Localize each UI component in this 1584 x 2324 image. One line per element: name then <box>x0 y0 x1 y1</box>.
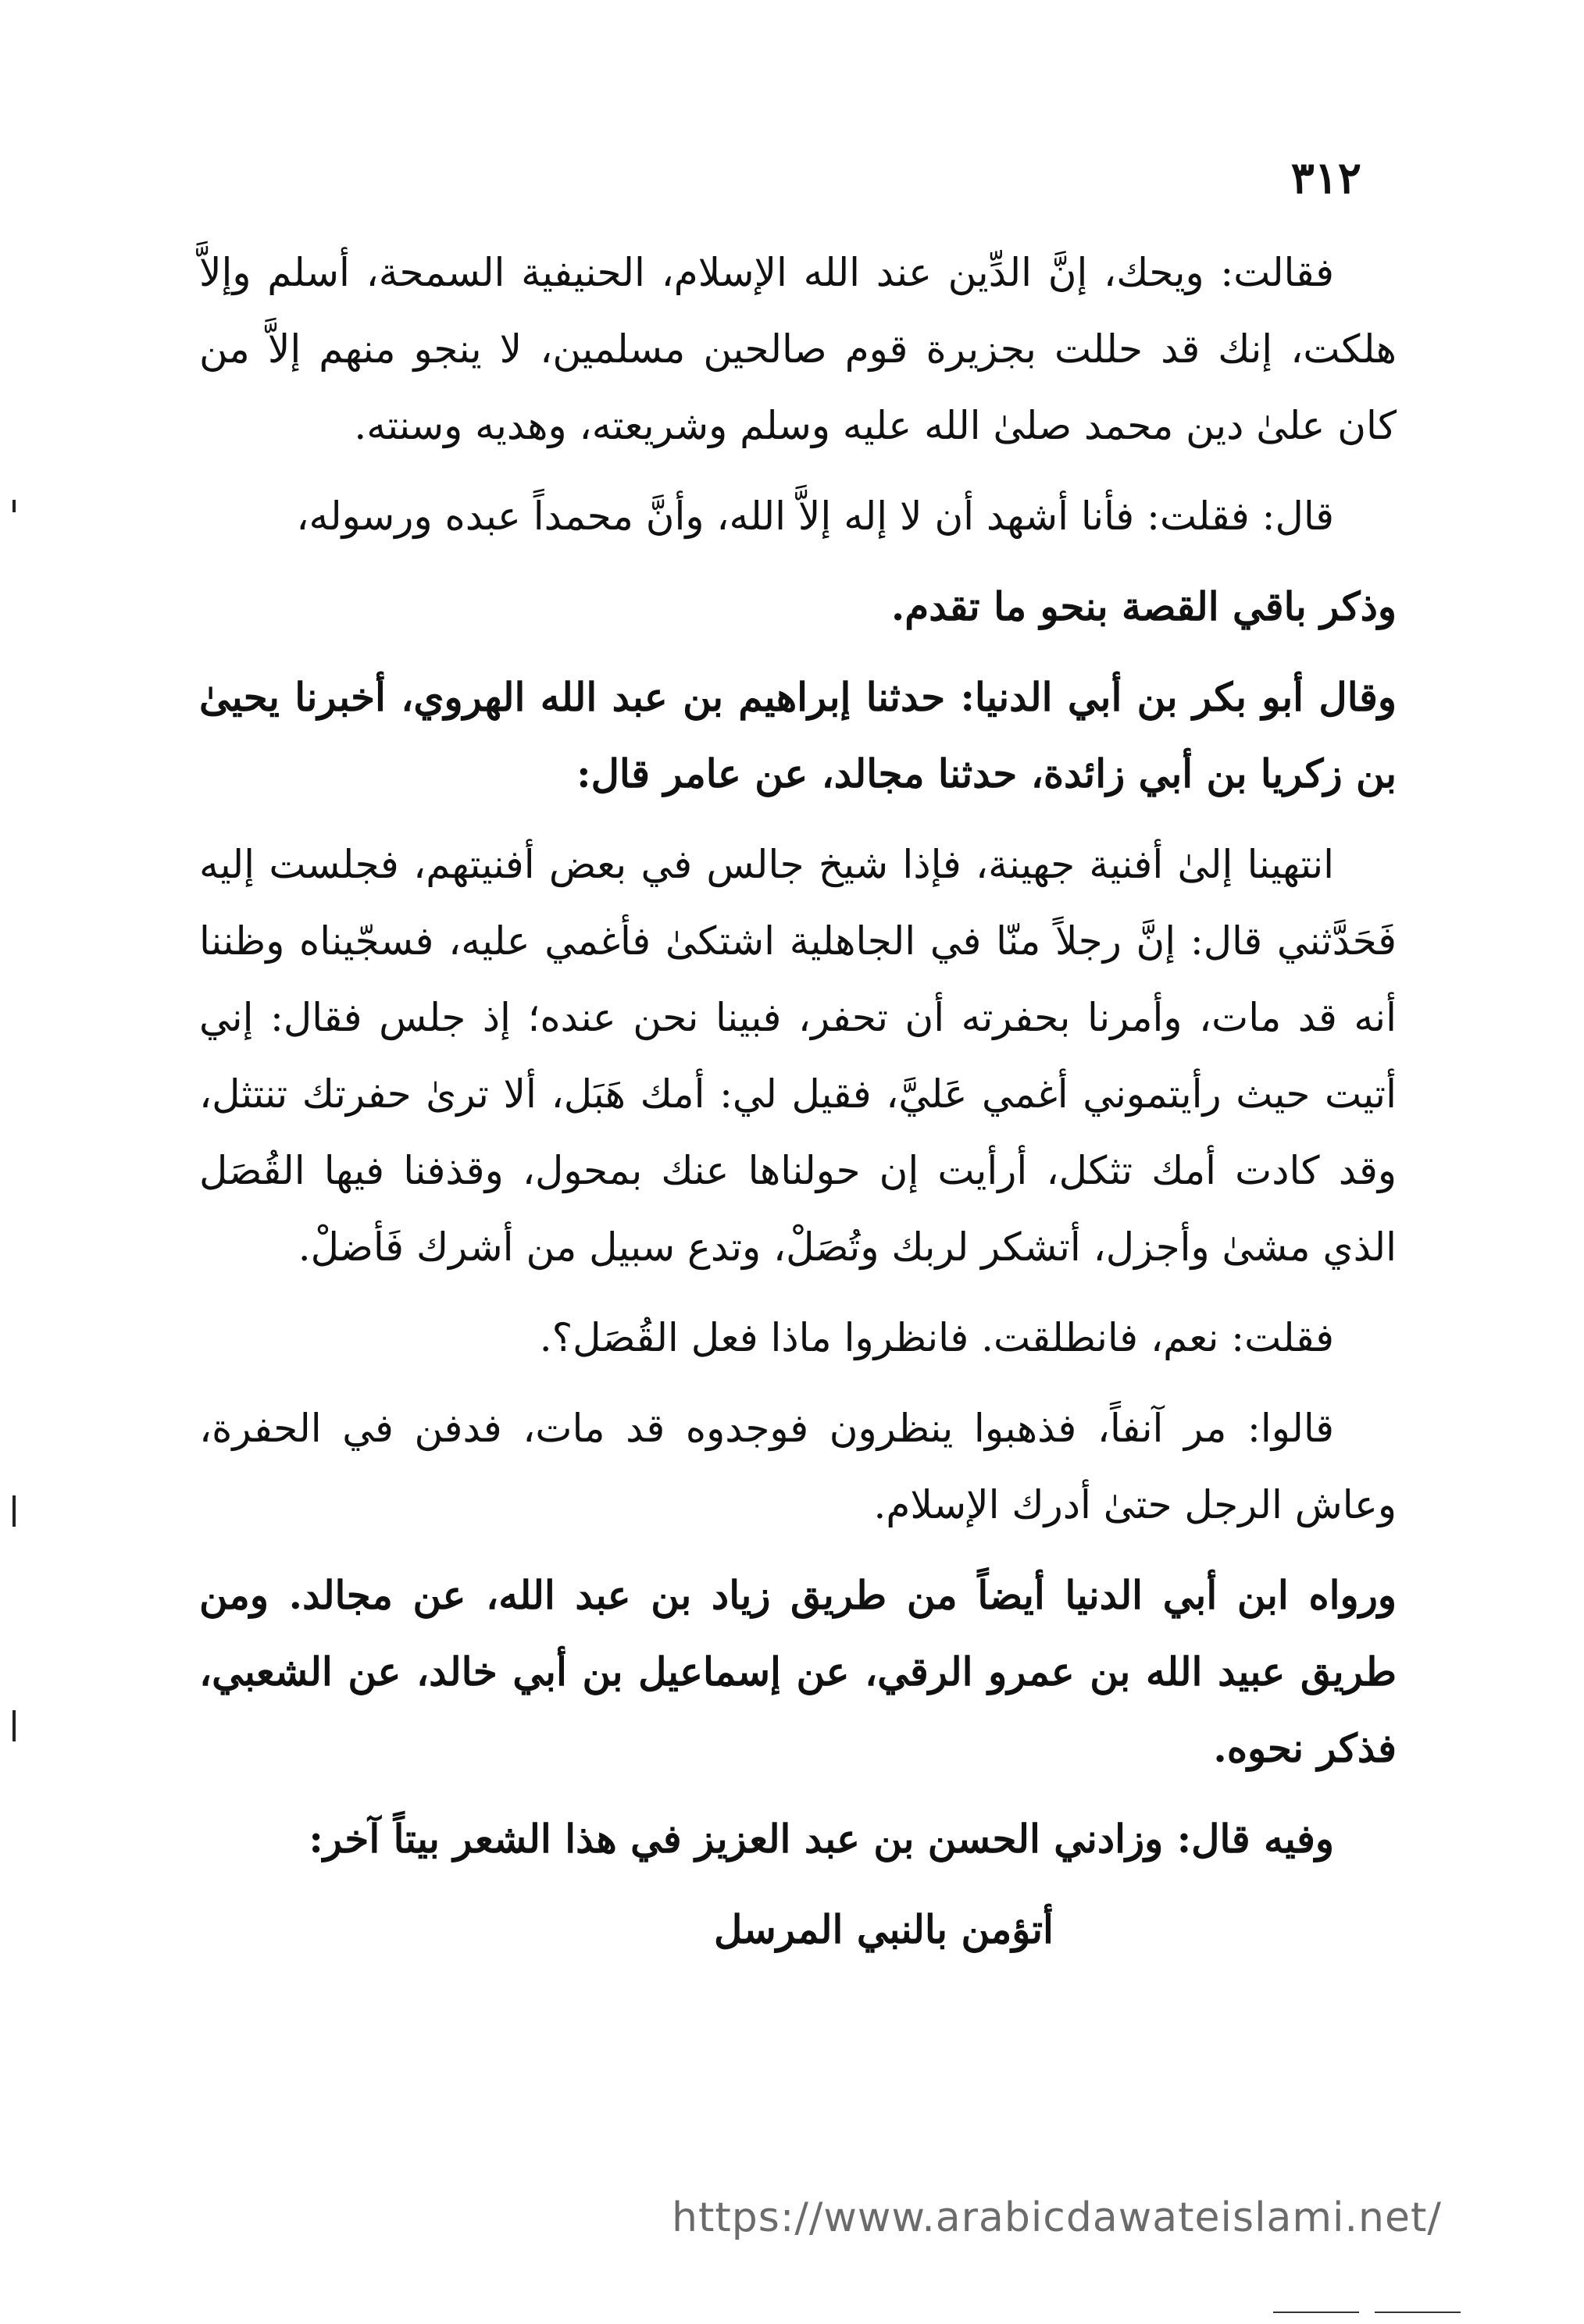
page-number: ٣١٢ <box>1290 152 1361 204</box>
margin-mark-3 <box>12 1710 16 1741</box>
paragraph-8: ورواه ابن أبي الدنيا أيضاً من طريق زياد بن عبد الله، عن مجالد. ومن طريق عبيد الله بن عمرو الرقي، عن إسماعيل بن أبي خالد، عن الشعبي، فذكر نحوه. <box>199 1572 1397 1771</box>
page-body-text <box>199 234 1397 1968</box>
bottom-rule-left <box>1273 2312 1359 2313</box>
paragraph-6: فقلت: نعم، فانطلقت. فانظروا ماذا فعل القُصَل؟. <box>539 1315 1334 1360</box>
paragraph-1: فقالت: ويحك، إنَّ الدِّين عند الله الإسلام، الحنيفية السمحة، أسلم وإلاَّ هلكت، إنك قد حللت بجزيرة قوم صالحين مسلمين، لا ينجو منهم إلاَّ من كان علىٰ دين محمد صلىٰ الله عليه وسلم وشريعته، وهديه وسنته. <box>199 250 1397 448</box>
paragraph-4: وقال أبو بكر بن أبي الدنيا: حدثنا إبراهيم بن عبد الله الهروي، أخبرنا يحيىٰ بن زكريا بن أبي زائدة، حدثنا مجالد، عن عامر قال: <box>199 674 1397 797</box>
paragraph-5: انتهينا إلىٰ أفنية جهينة، فإذا شيخ جالس في بعض أفنيتهم، فجلست إليه فَحَدَّثني قال: إنَّ رجلاً منّا في الجاهلية اشتكىٰ فأغمي عليه، فسجّيناه وظننا أنه قد مات، وأمرنا بحفرته أن تحفر، فبينا نحن عنده؛ إذ جلس فقال: إني أتيت حيث رأيتموني أغمي عَليَّ، فقيل لي: أمك هَبَل، ألا ترىٰ حفرتك تنتثل، وقد كادت أمك تثكل، أرأيت إن حولناها عنك بمحول، وقذفنا فيها القُصَل الذي مشىٰ وأجزل، أتشكر لربك وتُصَلْ، وتدع سبيل من أشرك فَأضلْ. <box>199 842 1397 1270</box>
bottom-rule-right <box>1375 2312 1461 2313</box>
paragraph-2: قال: فقلت: فأنا أشهد أن لا إله إلاَّ الله، وأنَّ محمداً عبده ورسوله، <box>296 494 1334 539</box>
verse-line: أتؤمن بالنبي المرسل <box>714 1906 1054 1952</box>
paragraph-3: وذكر باقي القصة بنحو ما تقدم. <box>890 583 1397 629</box>
watermark-url: https://www.arabicdawateislami.net/ <box>672 2194 1442 2241</box>
paragraph-9: وفيه قال: وزادني الحسن بن عبد العزيز في هذا الشعر بيتاً آخر: <box>309 1816 1334 1862</box>
paragraph-7: قالوا: مر آنفاً، فذهبوا ينظرون فوجدوه قد مات، فدفن في الحفرة، وعاش الرجل حتىٰ أدرك الإسلام. <box>199 1406 1397 1527</box>
margin-mark-2 <box>12 1495 16 1527</box>
margin-mark-1 <box>12 500 16 512</box>
